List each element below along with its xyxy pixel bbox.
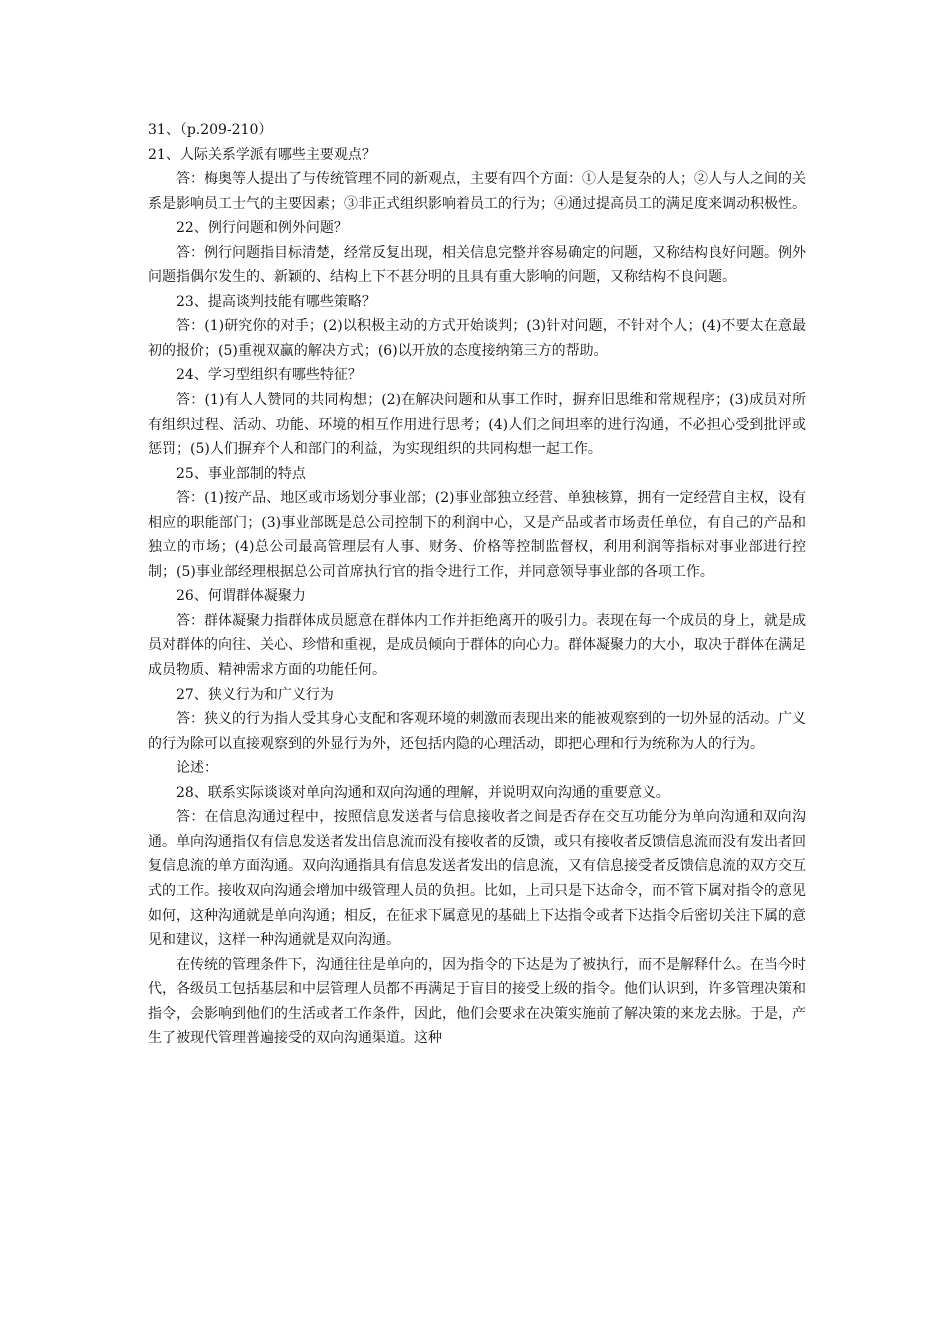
question-24: 24、学习型组织有哪些特征？ [176, 367, 362, 384]
answer-23: 答：(1)研究你的对手；(2)以积极主动的方式开始谈判；(3)针对问题，不针对个人；(4)不要太在意最初的报价；(5)重视双赢的解决方式；(6)以开放的态度接纳第三方的帮助。 [148, 318, 806, 359]
question-23: 23、提高谈判技能有哪些策略？ [176, 293, 376, 310]
answer-22: 答：例行问题指目标清楚，经常反复出现，相关信息完整并容易确定的问题，又称结构良好问题。例外问题指偶尔发生的、新颖的、结构上下不甚分明的且具有重大影响的问题，又称结构不良问题。 [148, 244, 806, 286]
question-28: 28、联系实际谈谈对单向沟通和双向沟通的理解，并说明双向沟通的重要意义。 [176, 784, 670, 801]
section-reference: 31、（p.209-210） [148, 122, 273, 138]
answer-27: 答：狭义的行为指人受其身心支配和客观环境的刺激而表现出来的能被观察到的一切外显的活动。广义的行为除可以直接观察到的外显行为外，还包括内隐的心理活动，即把心理和行为统称为人的行为。 [148, 711, 806, 752]
question-27: 27、狭义行为和广义行为 [176, 686, 334, 703]
answer-25: 答：(1)按产品、地区或市场划分事业部；(2)事业部独立经营、单独核算，拥有一定经营自主权，设有相应的职能部门；(3)事业部既是总公司控制下的利润中心，又是产品或者市场责任单位，有自己的产品和独立的市场；(4)总公司最高管理层有人事、财务、价格等控制监督权，利用利润等指标对事业部进行控制；(5)事业部经理根据总公司首席执行官的指令进行工作，并同意领导事业部的各项工作。 [148, 490, 806, 580]
answer-24: 答：(1)有人人赞同的共同构想；(2)在解决问题和从事工作时，摒弃旧思维和常规程序；(3)成员对所有组织过程、活动、功能、环境的相互作用进行思考；(4)人们之间坦率的进行沟通，不必担心受到批评或惩罚；(5)人们摒弃个人和部门的利益，为实现组织的共同构想一起工作。 [148, 392, 806, 458]
document-body [148, 118, 806, 1051]
answer-26: 答：群体凝聚力指群体成员愿意在群体内工作并拒绝离开的吸引力。表现在每一个成员的身上，就是成员对群体的向往、关心、珍惜和重视，是成员倾向于群体的向心力。群体凝聚力的大小，取决于群体在满足成员物质、精神需求方面的功能任何。 [148, 612, 806, 679]
question-22: 22、例行问题和例外问题？ [176, 220, 348, 237]
question-25: 25、事业部制的特点 [176, 465, 306, 482]
essay-heading: 论述： [176, 760, 218, 777]
answer-21: 答：梅奥等人提出了与传统管理不同的新观点，主要有四个方面：①人是复杂的人；②人与人之间的关系是影响员工士气的主要因素；③非正式组织影响着员工的行为；④通过提高员工的满足度来调动积极性。 [148, 171, 806, 212]
answer-28: 答：在信息沟通过程中，按照信息发送者与信息接收者之间是否存在交互功能分为单向沟通和双向沟通。单向沟通指仅有信息发送者发出信息流而没有接收者的反馈，或只有接收者反馈信息流而没有发出者回复信息流的单方面沟通。双向沟通指具有信息发送者发出的信息流，又有信息接受者反馈信息流的双方交互式的工作。接收双向沟通会增加中级管理人员的负担。比如，上司只是下达命令，而不管下属对指令的意见如何，这种沟通就是单向沟通；相反，在征求下属意见的基础上下达指令或者下达指令后密切关注下属的意见和建议，这样一种沟通就是双向沟通。 [148, 809, 806, 949]
question-21: 21、人际关系学派有哪些主要观点？ [148, 146, 376, 163]
question-26: 26、何谓群体凝聚力 [176, 588, 306, 605]
answer-28-continued: 在传统的管理条件下，沟通往往是单向的，因为指令的下达是为了被执行，而不是解释什么。在当今时代，各级员工包括基层和中层管理人员都不再满足于盲目的接受上级的指令。他们认识到，许多管理决策和指令，会影响到他们的生活或者工作条件，因此，他们会要求在决策实施前了解决策的来龙去脉。于是，产生了被现代管理普遍接受的双向沟通渠道。这种 [148, 956, 806, 1047]
